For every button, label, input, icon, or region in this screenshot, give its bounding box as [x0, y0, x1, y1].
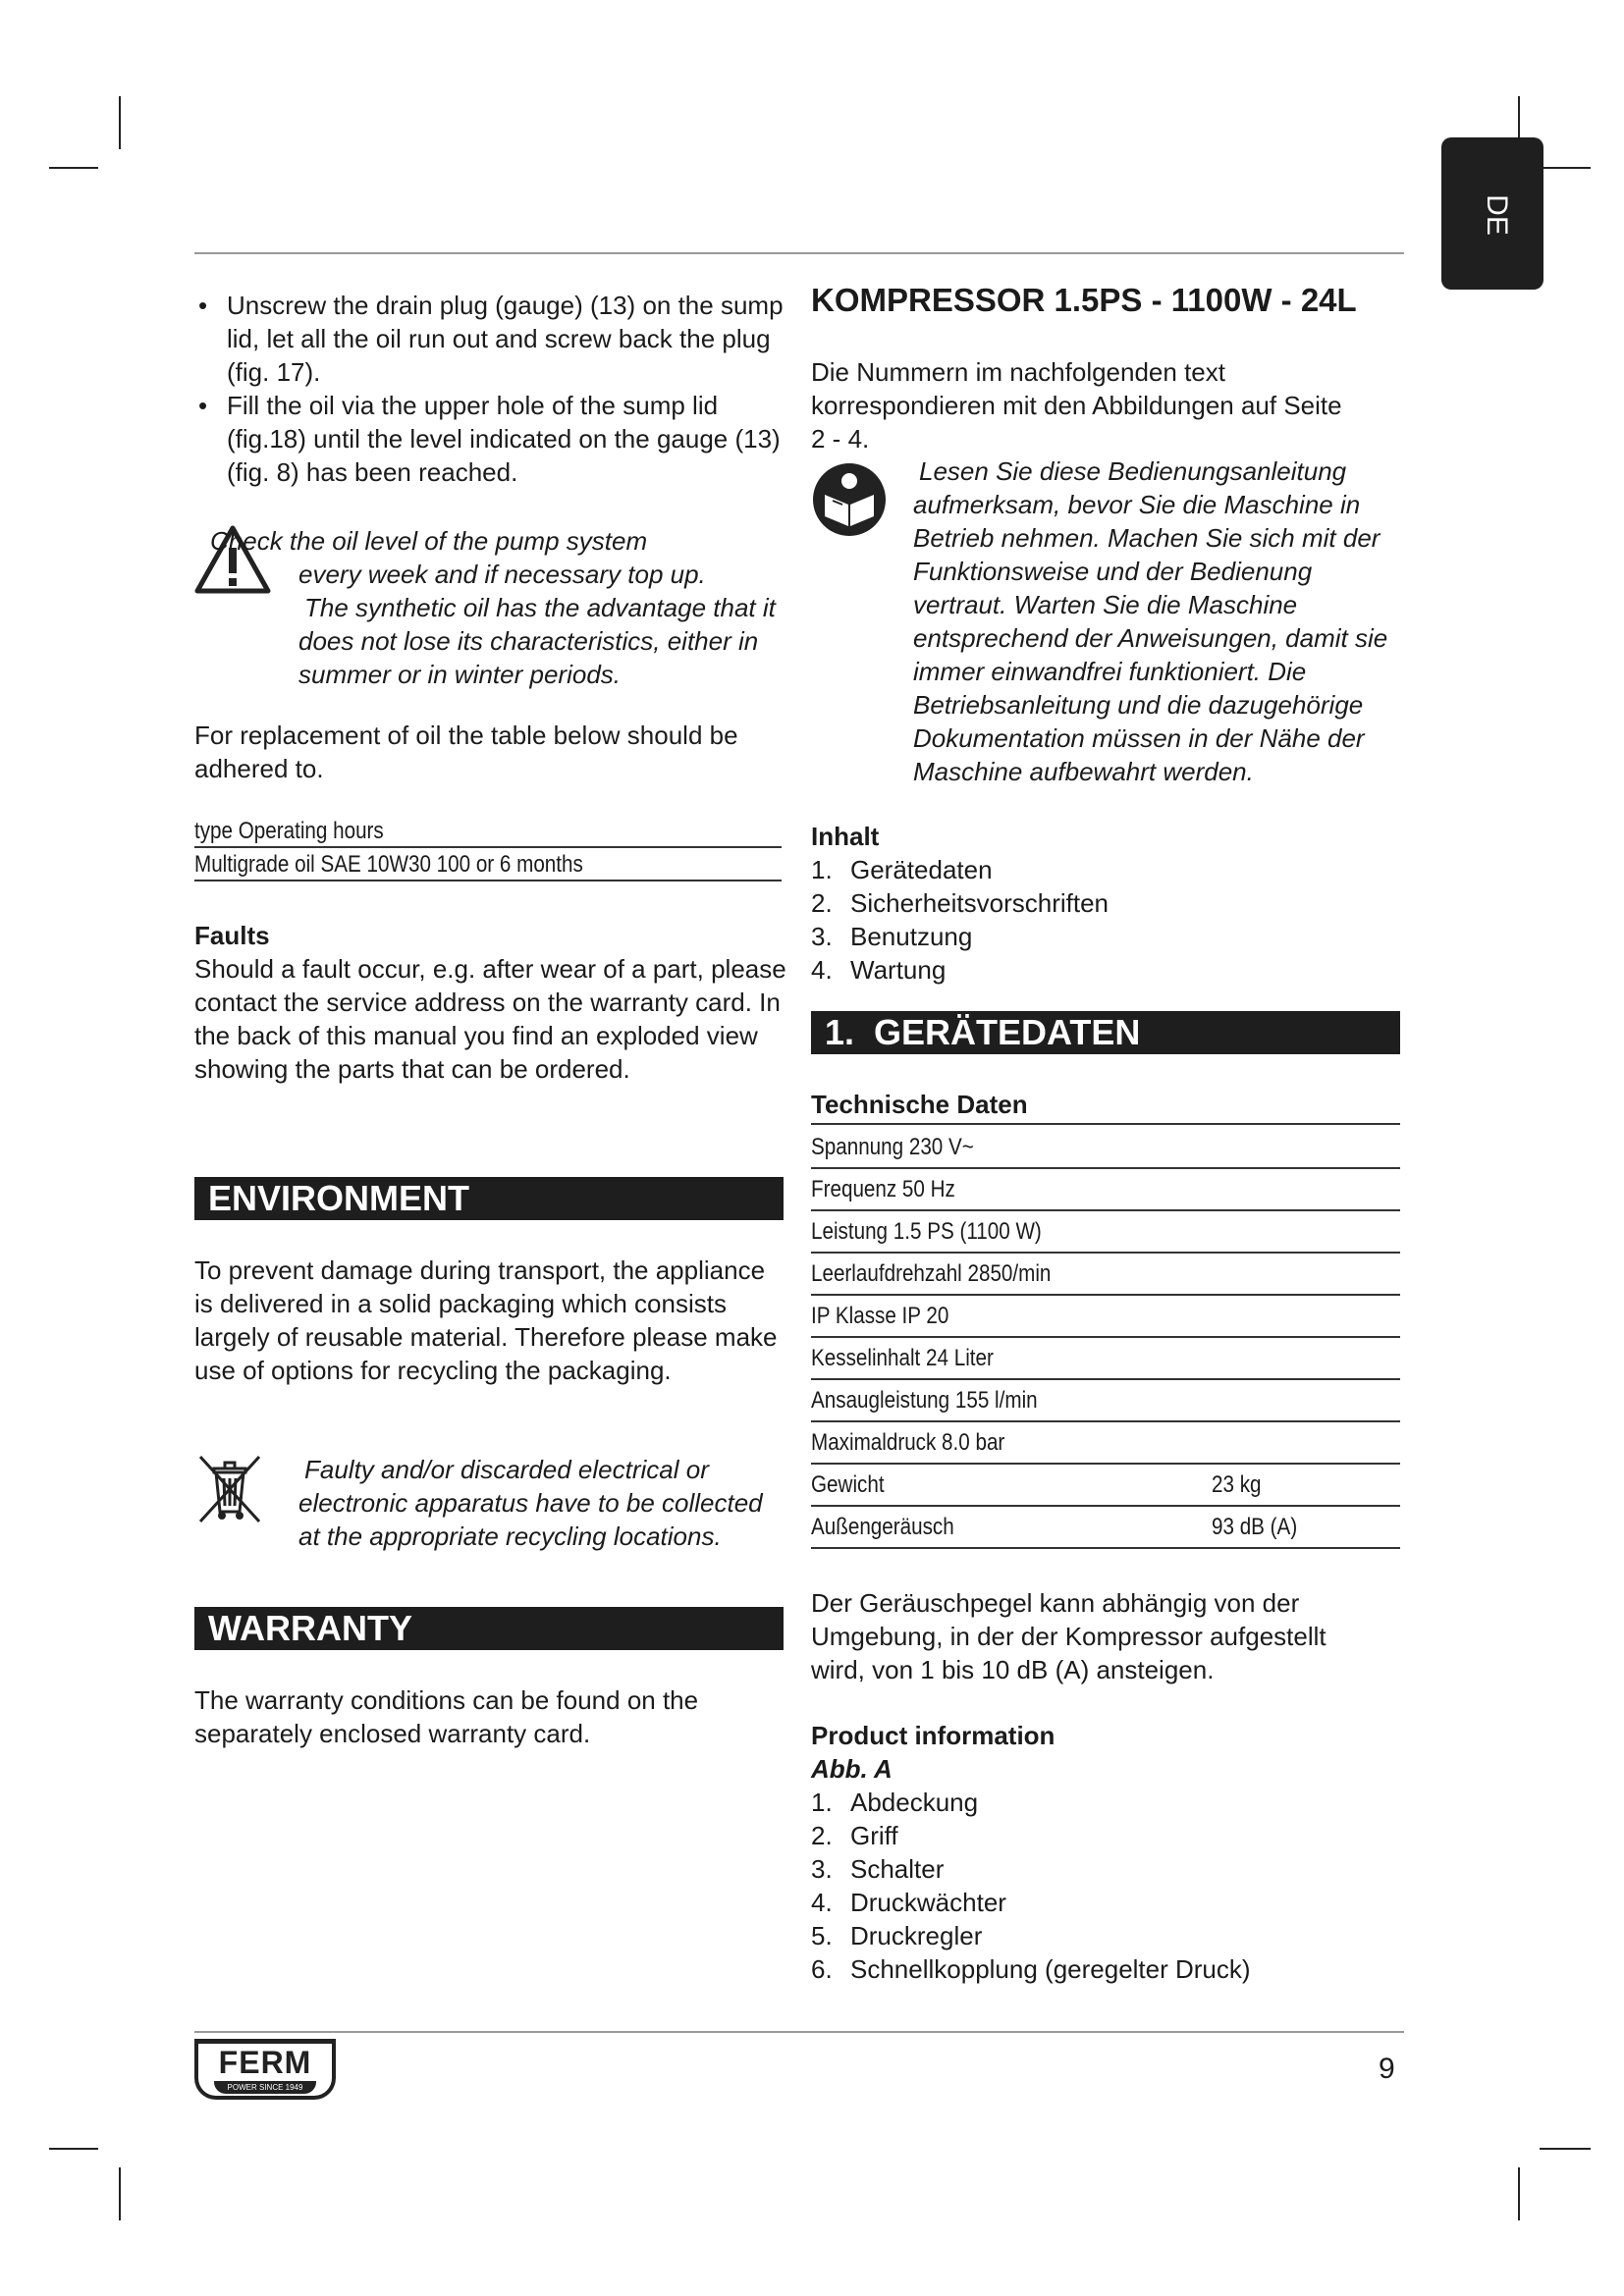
- list-item: 1. Gerätedaten: [811, 855, 993, 884]
- warranty-text: The warranty conditions can be found on the separately enclosed warranty card.: [194, 1685, 699, 1748]
- language-tab: [1441, 137, 1543, 290]
- list-item: 3. Schalter: [811, 1854, 945, 1884]
- contents-block: [811, 820, 1361, 987]
- document-title: KOMPRESSOR 1.5PS - 1100W - 24L: [811, 282, 1357, 318]
- oil-table: [194, 815, 782, 881]
- oil-table-header-text: type Operating hours: [194, 818, 384, 844]
- list-item: 4. Wartung: [811, 955, 947, 985]
- table-row: Kesselinhalt 24 Liter: [811, 1336, 1400, 1380]
- logo-tagline: POWER SINCE 1949: [214, 2081, 316, 2094]
- oil-intro: For replacement of oil the table below should be adhered to.: [194, 721, 738, 783]
- crop-mark: [1518, 2167, 1520, 2220]
- table-row: Frequenz 50 Hz: [811, 1167, 1400, 1211]
- faults-text: Should a fault occur, e.g. after wear of a part, please contact the service address on the warranty card. In the back of this manual you find an exploded view showing the parts that can be ordered.: [194, 954, 786, 1084]
- warning-line: every week and if necessary top up.: [298, 560, 706, 589]
- language-tab-label: DE: [1481, 194, 1513, 236]
- section-heading-geraetedaten: 1. GERÄTEDATEN: [811, 1011, 1400, 1054]
- table-row: Gewicht 23 kg: [811, 1463, 1400, 1507]
- list-item: 3. Benutzung: [811, 922, 973, 951]
- warning-line: Check the oil level of the pump system: [210, 526, 648, 556]
- tech-heading: Technische Daten: [811, 1090, 1028, 1119]
- list-item: 5. Druckregler: [811, 1921, 983, 1950]
- noise-note: Der Geräuschpegel kann abhängig von der Umgebung, in der der Kompressor aufgestellt wird, von 1 bis 10 dB (A) ansteigen.: [811, 1588, 1326, 1684]
- weee-text: Faulty and/or discarded electrical or electronic apparatus have to be collected at the appropriate recycling locations.: [298, 1455, 763, 1551]
- table-row: Leerlaufdrehzahl 2850/min: [811, 1252, 1400, 1296]
- header-rule: [194, 252, 1404, 254]
- environment-text: To prevent damage during transport, the appliance is delivered in a solid packaging which consists largely of reusable material. Therefore please make use of options for recycling the packaging.: [194, 1255, 778, 1385]
- oil-table-header: [194, 815, 782, 848]
- warning-line: summer or in winter periods.: [298, 660, 621, 689]
- recycle-bin-crossed-icon: [194, 1453, 265, 1527]
- table-row: Ansaugleistung 155 l/min: [811, 1378, 1400, 1422]
- warning-line: The synthetic oil has the advantage that it: [304, 593, 776, 622]
- list-item: 4. Druckwächter: [811, 1888, 1006, 1917]
- oil-table-cell: Multigrade oil SAE 10W30 100 or 6 months: [194, 851, 583, 878]
- footer-rule: [194, 2031, 1404, 2033]
- crop-mark: [1540, 167, 1591, 169]
- environment-heading: ENVIRONMENT: [194, 1177, 784, 1220]
- warning-block: [194, 524, 793, 697]
- oil-change-steps: [194, 289, 793, 489]
- left-column: [194, 289, 793, 1086]
- warranty-heading: WARRANTY: [194, 1607, 784, 1650]
- list-item: 2. Sicherheitsvorschriften: [811, 888, 1109, 918]
- logo-text: FERM: [218, 2045, 312, 2080]
- table-row: Leistung 1.5 PS (1100 W): [811, 1209, 1400, 1254]
- product-parts-list: [811, 1786, 1380, 1986]
- page-number: 9: [1379, 2053, 1395, 2085]
- intro-text: Die Nummern im nachfolgenden text korrespondieren mit den Abbildungen auf Seite 2 - 4.: [811, 357, 1342, 454]
- crop-mark: [1540, 2148, 1591, 2150]
- table-row: Außengeräusch 93 dB (A): [811, 1505, 1400, 1549]
- list-item: 1. Abdeckung: [811, 1788, 979, 1817]
- faults-heading: Faults: [194, 921, 270, 950]
- list-item: • Unscrew the drain plug (gauge) (13) on the sump lid, let all the oil run out and screw back the plug (fig. 17).: [194, 289, 793, 389]
- table-row: IP Klasse IP 20: [811, 1294, 1400, 1338]
- contents-heading: Inhalt: [811, 822, 880, 851]
- manual-notice: Lesen Sie diese Bedienungsanleitung aufmerksam, bevor Sie die Maschine in Betrieb nehmen. Machen Sie sich mit der Funktionsweise und der Bedienung vertraut. Warten Sie die Maschine entsprechend der Anweisungen, damit sie immer einwandfrei funktioniert. Die Betriebsanleitung und die dazugehörige Dokumentation müssen in der Nähe der Maschine aufbewahrt werden.: [913, 456, 1388, 786]
- crop-mark: [119, 2167, 121, 2220]
- list-item: 6. Schnellkopplung (geregelter Druck): [811, 1954, 1251, 1984]
- product-info-block: [811, 1719, 1380, 1986]
- contents-list: [811, 853, 1361, 987]
- crop-mark: [49, 167, 98, 169]
- table-row: Spannung 230 V~: [811, 1125, 1400, 1169]
- oil-table-row: [194, 848, 782, 881]
- crop-mark: [119, 96, 121, 149]
- product-info-heading: Product information: [811, 1721, 1056, 1750]
- crop-mark: [49, 2148, 98, 2150]
- figure-label: Abb. A: [811, 1754, 893, 1784]
- tech-table: [811, 1123, 1400, 1557]
- table-row: Maximaldruck 8.0 bar: [811, 1420, 1400, 1465]
- ferm-logo: [194, 2039, 336, 2100]
- list-item: 2. Griff: [811, 1821, 898, 1850]
- warning-line: does not lose its characteristics, either in: [298, 626, 759, 656]
- read-manual-icon: [811, 461, 888, 538]
- list-item: • Fill the oil via the upper hole of the sump lid (fig.18) until the level indicated on the gauge (13) (fig. 8) has been reached.: [194, 389, 793, 489]
